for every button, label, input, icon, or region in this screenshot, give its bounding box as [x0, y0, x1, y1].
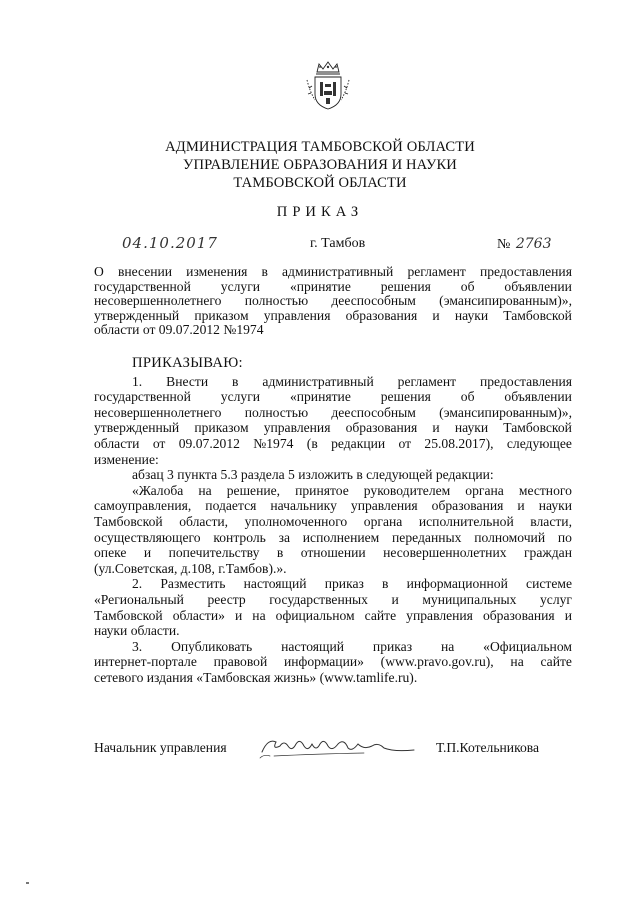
subject-line: утвержденный приказом управления образования и науки Тамбовской	[94, 307, 572, 323]
quote-line: осуществляющего контроль за исполнением переданных полномочий по	[94, 529, 572, 545]
signature-row	[0, 738, 640, 768]
paragraph-1-line: изменение:	[94, 451, 159, 467]
paragraph-3-line: 3. Опубликовать настоящий приказ на «Официальном	[132, 638, 572, 654]
header-line-3: ТАМБОВСКОЙ ОБЛАСТИ	[233, 175, 407, 191]
quote-line: опеке и попечительству в отношении несовершеннолетних граждан	[94, 545, 572, 561]
document-header	[0, 138, 640, 192]
order-number: 2763	[515, 236, 552, 252]
paragraph-2-line: Тамбовской области» и на официальном сайте управления образования и	[94, 607, 572, 623]
orders-heading: ПРИКАЗЫВАЮ:	[132, 355, 243, 371]
order-city: г. Тамбов	[310, 236, 366, 251]
coat-of-arms-icon	[304, 58, 352, 112]
header-line-2: УПРАВЛЕНИЕ ОБРАЗОВАНИЯ И НАУКИ	[183, 157, 457, 173]
subject-line: государственной услуги «принятие решения об объявлении	[94, 278, 572, 294]
quote-line: Тамбовской области, уполномоченного органа исполнительной власти,	[94, 513, 572, 529]
quote-line: самоуправления, подается начальнику управления образования и науки	[94, 498, 572, 514]
header-line-1: АДМИНИСТРАЦИЯ ТАМБОВСКОЙ ОБЛАСТИ	[165, 139, 475, 155]
quote-line: (ул.Советская, д.108, г.Тамбов).».	[94, 560, 287, 576]
order-title: ПРИКАЗ	[276, 204, 364, 220]
paragraph-1-line: 1. Внести в административный регламент предоставления	[132, 373, 572, 389]
quote-line: «Жалоба на решение, принятое руководителем органа местного	[132, 482, 572, 498]
signatory-name: Т.П.Котельникова	[436, 740, 540, 755]
order-date: 04.10.2017	[122, 234, 218, 252]
paragraph-1-line: государственной услуги «принятие решения об объявлении	[94, 389, 572, 405]
paragraph-3-line: интернет-портале правовой информации» (www.pravo.gov.ru), на сайте	[94, 654, 572, 670]
paragraph-2-line: 2. Разместить настоящий приказ в информационной системе	[132, 576, 572, 592]
order-body	[94, 356, 572, 685]
paragraph-2-line: науки области.	[94, 623, 180, 639]
order-subject	[94, 265, 572, 338]
handwritten-signature	[254, 732, 424, 762]
order-meta-row	[0, 236, 640, 258]
subject-line: несовершеннолетнего полностью дееспособным (эмансипированным)»,	[94, 293, 572, 309]
order-number-label: №	[497, 237, 511, 252]
signatory-position: Начальник управления	[94, 740, 227, 755]
subject-line: О внесении изменения в административный регламент предоставления	[94, 264, 572, 279]
paragraph-1-line: утвержденный приказом управления образования и науки Тамбовской	[94, 420, 572, 436]
paragraph-3-line: сетевого издания «Тамбовская жизнь» (www.tamlife.ru).	[94, 669, 418, 685]
paragraph-2-line: «Региональный реестр государственных и муниципальных услуг	[94, 591, 572, 607]
paragraph-1-line: несовершеннолетнего полностью дееспособным (эмансипированным)»,	[94, 404, 572, 420]
subject-line: области от 09.07.2012 №1974	[94, 322, 264, 338]
scan-speck	[26, 882, 29, 884]
paragraph-1-sub: абзац 3 пункта 5.3 раздела 5 изложить в следующей редакции:	[132, 467, 494, 483]
paragraph-1-line: области от 09.07.2012 №1974 (в редакции от 25.08.2017), следующее	[94, 435, 572, 451]
order-number-block	[497, 236, 552, 253]
